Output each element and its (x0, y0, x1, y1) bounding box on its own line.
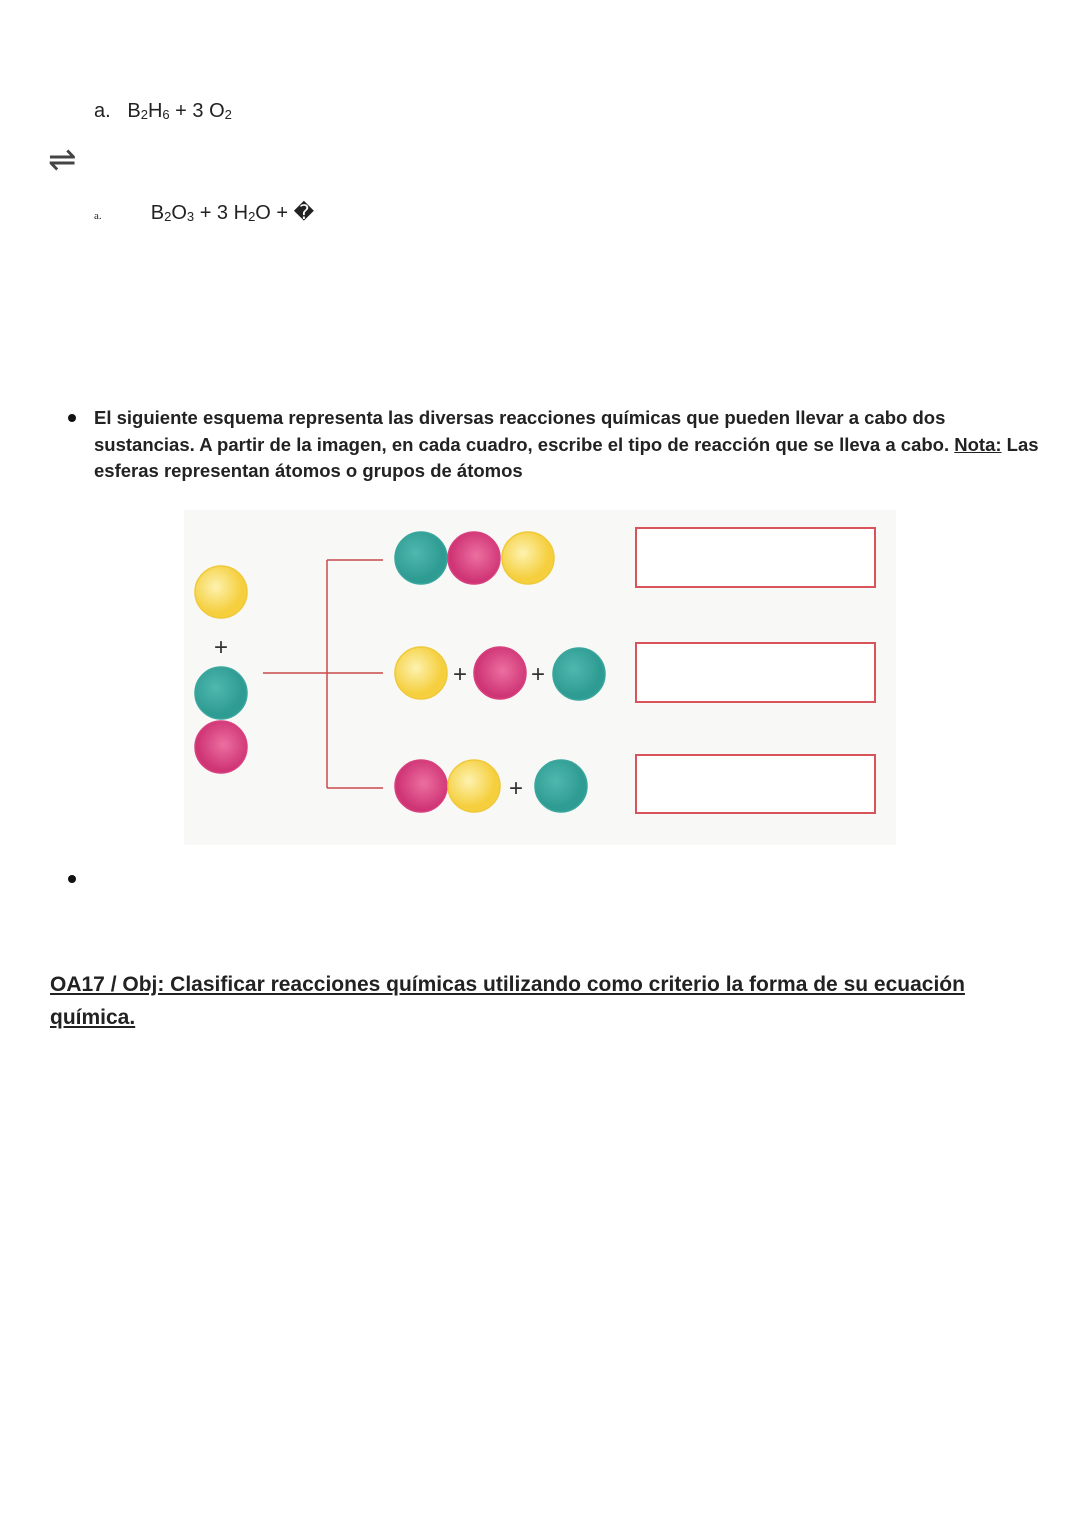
formula-part: B (127, 100, 141, 122)
empty-bullet (68, 875, 76, 883)
equilibrium-arrow-icon: ⇌ (48, 141, 77, 179)
formula-part: H (147, 100, 163, 122)
answer-box-3[interactable] (636, 755, 875, 813)
pink-sphere (395, 760, 447, 812)
formula-part: B (150, 202, 165, 224)
formula-part: 3 (186, 209, 195, 224)
plus-sign: + (213, 634, 229, 661)
plus-sign: + (452, 661, 468, 688)
teal-sphere (553, 648, 605, 700)
list-label: a. (94, 100, 111, 122)
formula-part: 2 (224, 107, 232, 122)
yellow-sphere (395, 647, 447, 699)
list-label: a. (94, 210, 102, 222)
pink-sphere (448, 532, 500, 584)
yellow-sphere (195, 566, 247, 618)
teal-sphere (535, 760, 587, 812)
instruction-text: El siguiente esquema representa las diversas reacciones químicas que pueden llevar a cabo dos sustancias. A partir de la imagen, en cada cuadro, escribe el tipo de reacción que se lleva a cabo. (94, 407, 955, 455)
pink-sphere (195, 721, 247, 773)
teal-sphere (195, 667, 247, 719)
formula-part: 6 (162, 107, 170, 122)
formula-part: O (171, 202, 187, 224)
unknown-glyph: � (293, 202, 315, 224)
note-text: Las esferas representan átomos o grupos de átomos (94, 433, 1039, 481)
plus-sign: + (508, 775, 524, 802)
objective-heading: OA17 / Obj: Clasificar reacciones químicas utilizando como criterio la forma de su ecuación química. (50, 973, 965, 1029)
yellow-sphere (448, 760, 500, 812)
formula-part: 2 (248, 209, 256, 224)
teal-sphere (395, 532, 447, 584)
note-label: Nota: (954, 433, 1002, 455)
answer-box-1[interactable] (636, 528, 875, 587)
pink-sphere (474, 647, 526, 699)
formula-part: + 3 O (169, 100, 225, 122)
answer-box-2[interactable] (636, 643, 875, 702)
formula-part: 2 (164, 209, 172, 224)
formula-part: O + (255, 202, 294, 224)
yellow-sphere (502, 532, 554, 584)
plus-sign: + (530, 661, 546, 688)
formula-part: 2 (140, 107, 148, 122)
formula-part: + 3 H (194, 202, 249, 224)
